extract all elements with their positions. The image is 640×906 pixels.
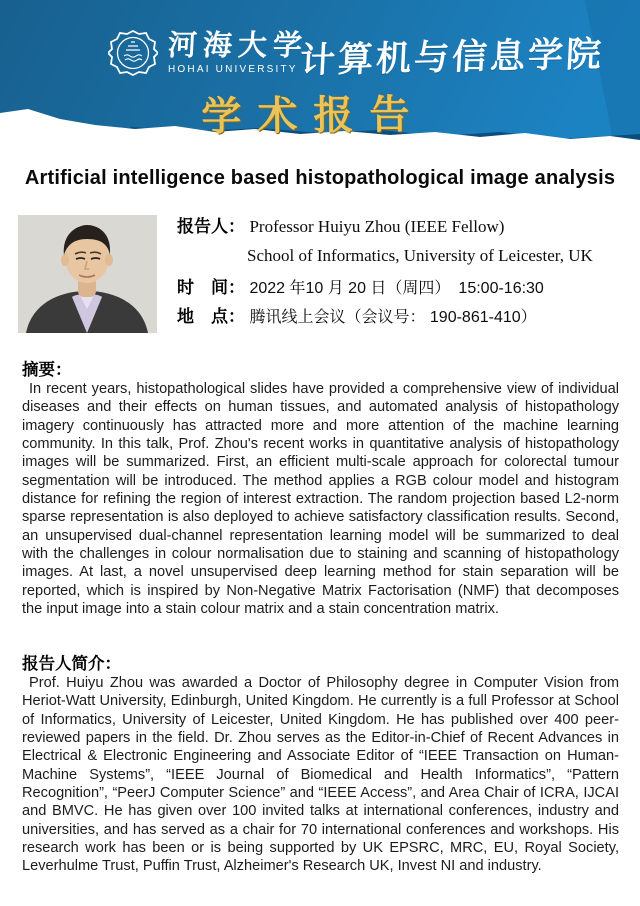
speaker-name: Professor Huiyu Zhou (IEEE Fellow) xyxy=(249,217,505,236)
university-name-cn: 河海大学 xyxy=(167,30,309,62)
page-title: Artificial intelligence based histopathological image analysis xyxy=(24,167,616,189)
abstract-heading: 摘要： xyxy=(22,361,72,379)
speaker-affiliation: School of Informatics, University of Leicester, UK xyxy=(247,246,593,265)
header-band xyxy=(0,0,640,150)
speaker-label: 报告人： xyxy=(177,217,245,236)
time-label: 时 间： xyxy=(177,278,245,297)
banner-title: 学术报告 xyxy=(201,92,426,140)
college-name: 计算机与信息学院 xyxy=(299,34,605,81)
venue-row xyxy=(177,303,637,332)
bio-heading: 报告人简介： xyxy=(22,655,121,673)
abstract-body: In recent years, histopathological slides have provided a comprehensive view of individual diseases and their effects on human tissues, and automated analysis of histopathology imagery continuously has attracted more and more attention of the machine learning community. In this talk, Prof. Zhou's recent works in quantitative analysis of histopathology images will be summarized. First, an efficient multi-scale approach for colorectal tumour segmentation will be introduced. The method applies a RGB colour model and histogram distance for refining the region of interest extraction. The random projection based L2-norm sparse representation is also deployed to achieve satisfactory classification results. Second, an unsupervised dual-channel representation learning model will be summarized to deal with the challenges in colour normalisation due to staining and scanning of histopathology images. At last, a novel unsupervised deep learning method for stain separation will be reported, which is inspired by Non-Negative Matrix Factorisation (NMF) that decomposes the input image into a stain colour matrix and a stain concentration matrix. xyxy=(22,381,619,618)
bio-body: Prof. Huiyu Zhou was awarded a Doctor of Philosophy degree in Computer Vision from Heriot-Watt University, Edinburgh, United Kingdom. He currently is a full Professor at School of Informatics, University of Leicester, United Kingdom. He has published over 400 peer-reviewed papers in the field. Dr. Zhou serves as the Editor-in-Chief of Recent Advances in Electrical & Electronic Engineering and Associate Editor of “IEEE Transaction on Human-Machine Systems”, “IEEE Journal of Biomedical and Health Informatics”, “Pattern Recognition”, “PeerJ Computer Science” and “IEEE Access”, and Area Chair of ICRA, IJCAI and BMVC. He has given over 100 invited talks at international conferences, industry and universities, and has served as a chair for 70 international conferences and workshops. His research work has been or is being supported by UK EPSRC, MRC, EU, Royal Society, Leverhulme Trust, Puffin Trust, Alzheimer's Research UK, Invest NI and industry. xyxy=(22,675,619,875)
speaker-affiliation-row xyxy=(177,242,637,271)
lecture-details xyxy=(177,213,637,332)
time-value: 2022 年10 月 20 日（周四） 15:00-16:30 xyxy=(249,280,544,297)
hohai-university-logo-icon xyxy=(108,28,158,78)
time-row xyxy=(177,274,637,303)
venue-value: 腾讯线上会议（会议号： 190-861-410） xyxy=(249,309,537,326)
speaker-photo xyxy=(18,215,157,333)
university-name-en: HOHAI UNIVERSITY xyxy=(168,64,298,75)
venue-label: 地 点： xyxy=(177,307,245,326)
speaker-row xyxy=(177,213,637,242)
